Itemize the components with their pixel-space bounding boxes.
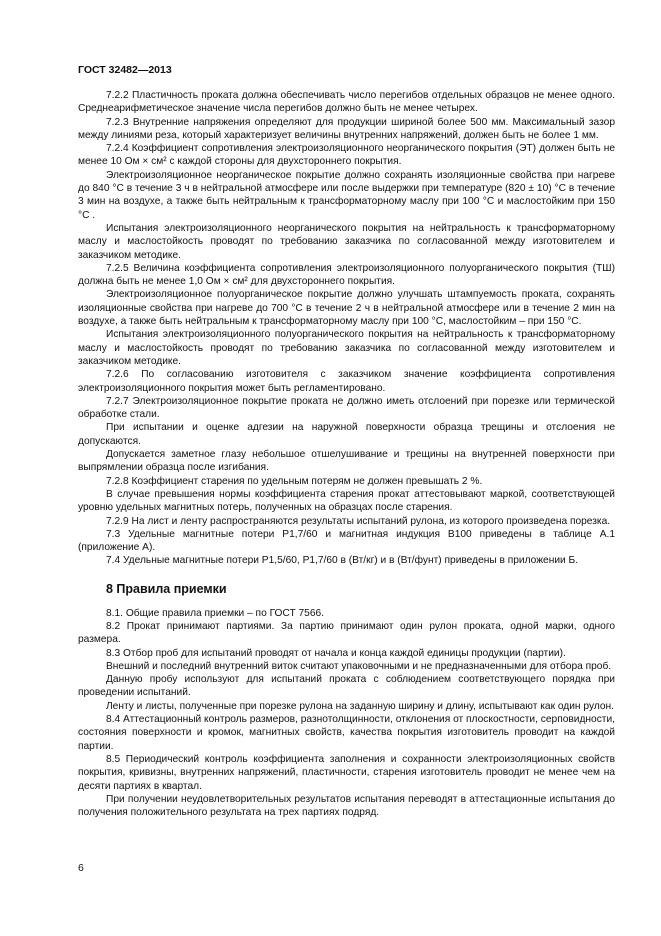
paragraph-7-2-3: 7.2.3 Внутренние напряжения определяют для продукции шириной более 500 мм. Максимальный зазор между линиями реза, который характеризует величины внутренних напряжений, должен быть не более 1 мм.: [78, 116, 615, 141]
paragraph-sample-use: Данную пробу используют для испытаний проката с соблюдением соответствующего порядка при проведении испытаний.: [78, 674, 615, 699]
section-8-heading: 8 Правила приемки: [106, 581, 227, 596]
paragraph-failure: При получении неудовлетворительных результатов испытания переводят в аттестационные испытания до получения положительного результата на трех партиях подряд.: [78, 793, 615, 819]
document-body: [78, 89, 615, 819]
paragraph-semiorganic-tests: Испытания электроизоляционного полуорганического покрытия на нейтральность к трансформаторному маслу и маслостойкость проводят по требованию заказчика по согласованной между изготовителем и заказчиком методике.: [78, 329, 615, 367]
paragraph-7-4: 7.4 Удельные магнитные потери P1,5/60, P1,7/60 в (Вт/кг) и в (Вт/фунт) приведены в приложении Б.: [106, 555, 579, 567]
paragraph-semiorganic-coating: Электроизоляционное полуорганическое покрытие должно улучшать штампуемость проката, сохранять изоляционные свойства при нагреве до 700 °С в течение 2 ч в нейтральной атмосфере или в течение 2 мин на воздухе, а также быть нейтральным к трансформаторному маслу при 100 °С, маслостойким – при 150 °С.: [78, 289, 615, 328]
paragraph-8-5: 8.5 Периодический контроль коэффициента заполнения и сохранности электроизоляционных свойств покрытия, кривизны, внутренних напряжений, пластичности, старения изготовитель проводит не менее чем на десяти партиях в квартал.: [78, 753, 615, 792]
document-header: ГОСТ 32482—2013: [78, 64, 172, 76]
paragraph-flaking: Допускается заметное глазу небольшое отшелушивание и трещины на внутренней поверхности при выпрямлении образца после изгибания.: [78, 449, 615, 474]
page-number: 6: [78, 862, 84, 874]
paragraph-8-1: 8.1. Общие правила приемки – по ГОСТ 7566.: [106, 607, 325, 619]
paragraph-strip-sheets: Ленту и листы, полученные при порезке рулона на заданную ширину и длину, испытывают как один рулон.: [106, 700, 614, 712]
paragraph-inorganic-tests: Испытания электроизоляционного неорганического покрытия на нейтральность к трансформаторному маслу и маслостойкость проводят по требованию заказчика по согласованной между изготовителем и заказчиком методике.: [78, 222, 615, 261]
paragraph-7-2-9: 7.2.9 На лист и ленту распространяются результаты испытаний рулона, из которого произведена порезка.: [106, 515, 611, 527]
paragraph-7-2-6: 7.2.6 По согласованию изготовителя с заказчиком значение коэффициента сопротивления электроизоляционного покрытия может быть регламентировано.: [78, 369, 615, 394]
paragraph-7-2-8: 7.2.8 Коэффициент старения по удельным потерям не должен превышать 2 %.: [106, 475, 483, 487]
paragraph-7-2-5: 7.2.5 Величина коэффициента сопротивления электроизоляционного полуорганического покрытия (ТШ) должна быть не менее 1,0 Ом × см² для двухстороннего покрытия.: [78, 262, 615, 288]
paragraph-inorganic-coating: Электроизоляционное неорганическое покрытие должно сохранять изоляционные свойства при нагреве до 840 °С в течение 3 ч в нейтральной атмосфере или после выдержки при температуре (820 ± 10) °С в течение 3 мин на воздухе, а также быть нейтральным к трансформаторному маслу при 100 °С и маслостойким при 150 °С .: [78, 169, 615, 221]
paragraph-8-4: 8.4 Аттестационный контроль размеров, разнотолщинности, отклонения от плоскостности, серповидности, состояния поверхности и кромок, магнитных свойств, качества покрытия изготовитель проводит на каждой партии.: [78, 714, 615, 752]
paragraph-8-3: 8.3 Отбор проб для испытаний проводят от начала и конца каждой единицы продукции (партии).: [106, 647, 566, 659]
paragraph-adhesion: При испытании и оценке адгезии на наружной поверхности образца трещины и отслоения не допускаются.: [78, 422, 615, 447]
paragraph-wrap-turns: Внешний и последний внутренний виток считают упаковочными и не предназначенными для отбора проб.: [106, 660, 612, 672]
paragraph-7-2-7: 7.2.7 Электроизоляционное покрытие проката не должно иметь отслоений при порезке или термической обработке стали.: [78, 395, 615, 421]
paragraph-7-2-4: 7.2.4 Коэффициент сопротивления электроизоляционного неорганического покрытия (ЭТ) должен быть не менее 10 Ом × см² с каждой стороны для двухстороннего покрытия.: [78, 143, 615, 168]
paragraph-7-3: 7.3 Удельные магнитные потери P1,7/60 и магнитная индукция B100 приведены в таблице А.1 (приложение А).: [78, 528, 615, 554]
paragraph-8-2: 8.2 Прокат принимают партиями. За партию принимают один рулон проката, одной марки, одного размера.: [78, 620, 615, 646]
paragraph-7-2-2: 7.2.2 Пластичность проката должна обеспечивать число перегибов отдельных образцов не менее одного. Среднеарифметическое значение числа перегибов должно быть не менее четырех.: [78, 90, 615, 115]
paragraph-aging: В случае превышения нормы коэффициента старения прокат аттестовывают маркой, соответствующей уровню удельных магнитных потерь, полученных на образцах после старения.: [78, 488, 615, 514]
